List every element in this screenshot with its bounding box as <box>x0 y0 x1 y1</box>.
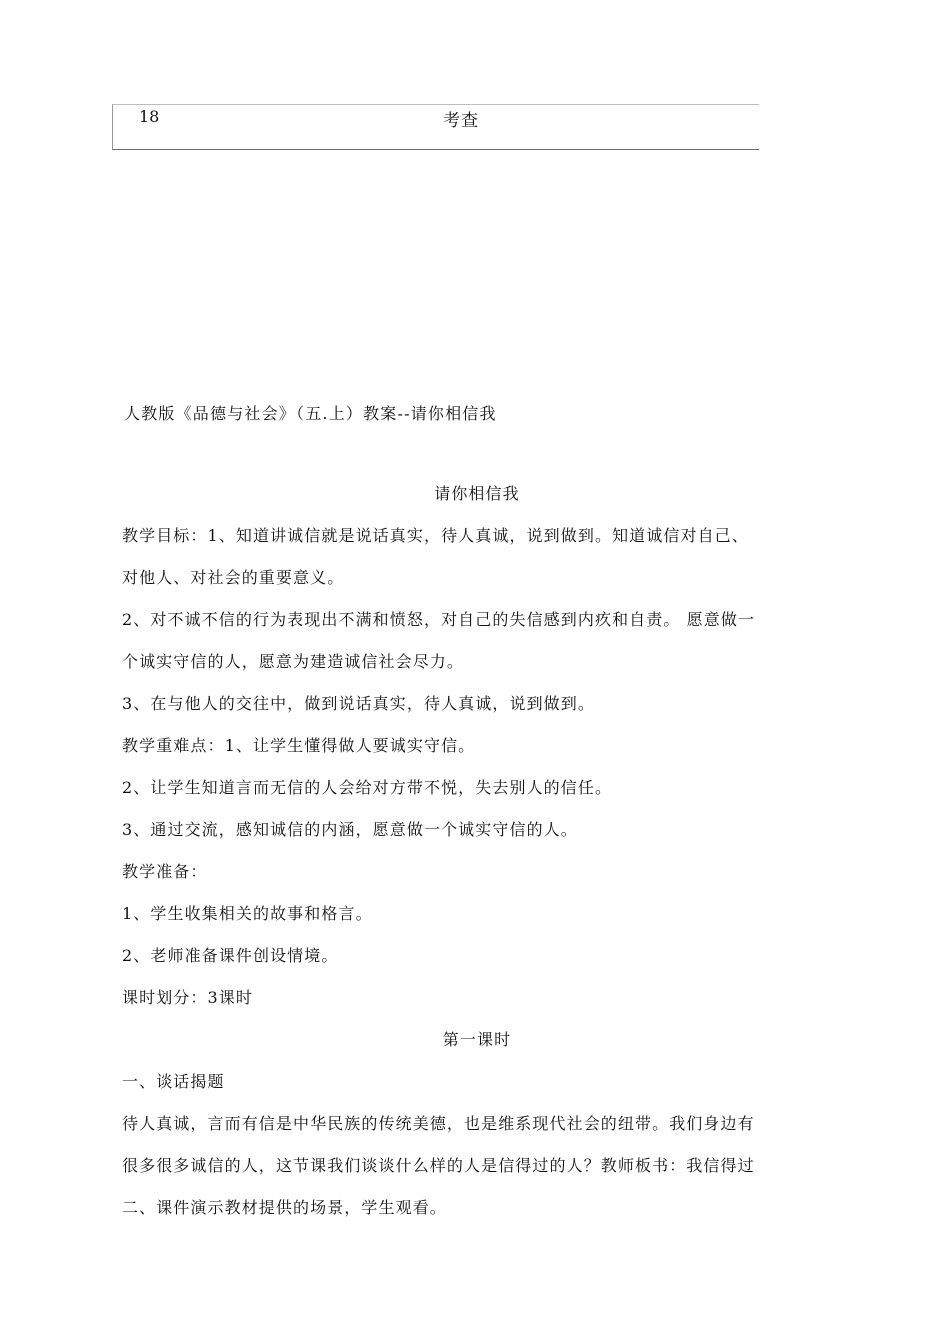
paragraph-line: 教学准备： <box>122 862 208 881</box>
lesson-plan-body <box>122 480 832 1236</box>
paragraph-line: 课时划分：3课时 <box>122 988 253 1007</box>
paragraph-line: 教学重难点：1、让学生懂得做人要诚实守信。 <box>122 736 476 755</box>
paragraph-line: 2、对不诚不信的行为表现出不满和愤怒，对自己的失信感到内疚和自责。 愿意做一 <box>122 610 756 629</box>
table-fragment <box>112 104 759 150</box>
document-heading: 人教版《品德与社会》（五.上）教案--请你相信我 <box>124 404 497 423</box>
paragraph-line: 2、老师准备课件创设情境。 <box>122 946 339 965</box>
paragraph-line: 3、通过交流，感知诚信的内涵，愿意做一个诚实守信的人。 <box>122 820 578 839</box>
section-title: 请你相信我 <box>434 484 520 503</box>
paragraph-line: 2、让学生知道言而无信的人会给对方带不悦，失去别人的信任。 <box>122 778 613 797</box>
paragraph-line: 个诚实守信的人，愿意为建造诚信社会尽力。 <box>122 652 465 671</box>
table-row-number: 18 <box>139 107 160 126</box>
paragraph-line: 教学目标：1、知道讲诚信就是说话真实，待人真诚，说到做到。知道诚信对自己、 <box>122 526 749 545</box>
paragraph-line: 一、谈话揭题 <box>122 1072 225 1091</box>
paragraph-line: 3、在与他人的交往中，做到说话真实，待人真诚，说到做到。 <box>122 694 595 713</box>
paragraph-line: 很多很多诚信的人，这节课我们谈谈什么样的人是信得过的人？教师板书：我信得过 <box>122 1156 755 1175</box>
paragraph-line: 1、学生收集相关的故事和格言。 <box>122 904 373 923</box>
table-cell-text: 考查 <box>443 111 479 131</box>
paragraph-line: 二、课件演示教材提供的场景，学生观看。 <box>122 1198 447 1217</box>
lesson-subtitle: 第一课时 <box>442 1030 512 1049</box>
paragraph-line: 待人真诚，言而有信是中华民族的传统美德，也是维系现代社会的纽带。我们身边有 <box>122 1114 755 1133</box>
paragraph-line: 对他人、对社会的重要意义。 <box>122 568 345 587</box>
